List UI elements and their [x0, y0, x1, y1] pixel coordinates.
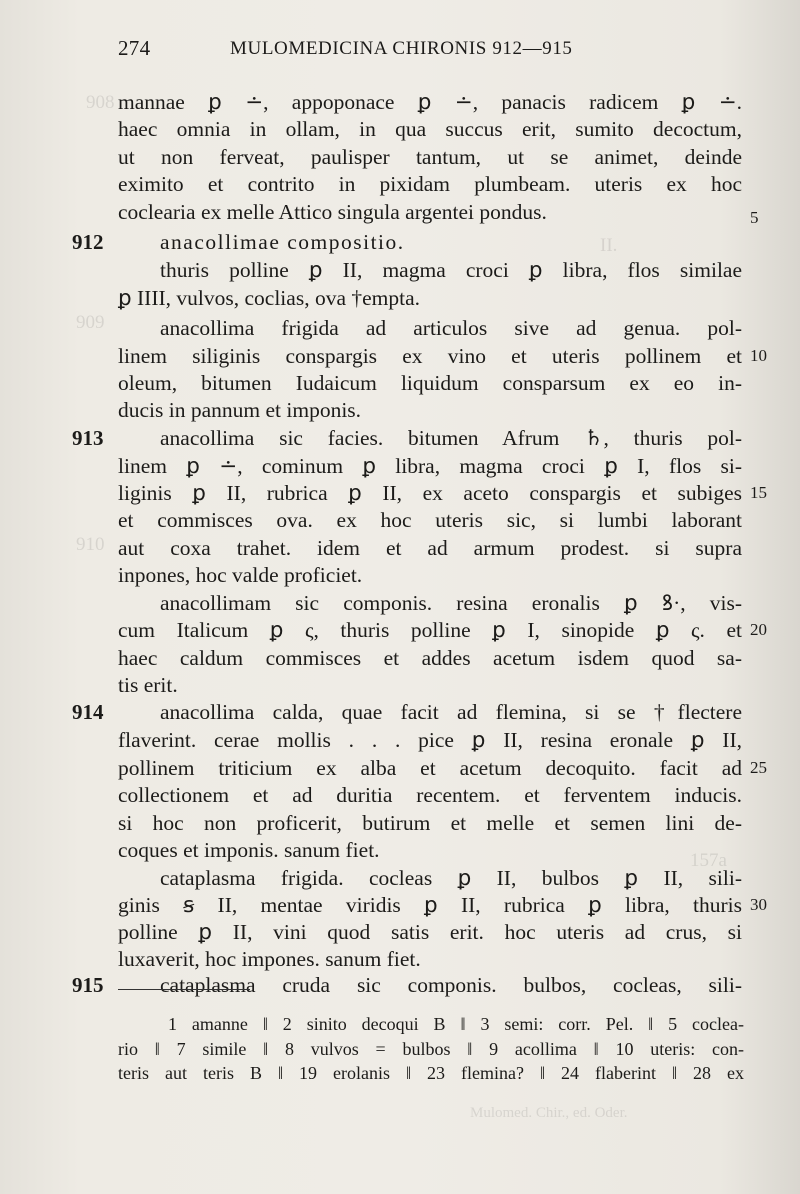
text-line: anacollima sic facies. bitumen Afrum ♄, thuris pol- — [160, 426, 742, 450]
text-line: flaverint. cerae mollis . . . pice ꝑ II, resina eronale ꝑ II, — [118, 728, 742, 752]
show-through-text: II. — [600, 235, 618, 256]
text-line: linem siliginis conspargis ex vino et uteris pollinem et — [118, 344, 742, 368]
text-line: ginis ꞩ II, mentae viridis ꝑ II, rubrica ꝑ libra, thuris — [118, 893, 742, 917]
text-line: linem ꝑ ∸, cominum ꝑ libra, magma croci ꝑ I, flos si- — [118, 454, 742, 478]
text-line: aut coxa trahet. idem et ad armum prodest. si supra — [118, 536, 742, 560]
text-line: haec omnia in ollam, in qua succus erit, sumito decoctum, — [118, 117, 742, 141]
page-number: 274 — [118, 36, 151, 60]
text-line: anacollimae compositio. — [160, 230, 405, 254]
section-number-914: 914 — [72, 700, 104, 724]
text-line: eximito et contrito in pixidam plumbeam. uteris ex hoc — [118, 172, 742, 196]
text-line: cataplasma cruda sic componis. bulbos, cocleas, sili- — [160, 973, 742, 997]
text-line: polline ꝑ II, vini quod satis erit. hoc uteris ad crus, si — [118, 920, 742, 944]
show-through-text: 909 — [76, 312, 105, 333]
text-line: tis erit. — [118, 673, 178, 697]
text-line: ꝑ IIII, vulvos, coclias, ova †empta. — [118, 286, 421, 310]
text-line: anacollima frigida ad articulos sive ad genua. pol- — [160, 316, 742, 340]
text-line: si hoc non proficerit, butirum et melle et semen lini de- — [118, 811, 742, 835]
section-number-912: 912 — [72, 230, 104, 254]
text-line: anacollima calda, quae facit ad flemina, si se †flectere — [160, 700, 742, 724]
text-line: ut non ferveat, paulisper tantum, ut se animet, deinde — [118, 145, 742, 169]
line-number-20: 20 — [750, 620, 767, 639]
running-header — [118, 30, 738, 70]
text-line: coclearia ex melle Attico singula argentei pondus. — [118, 200, 547, 224]
line-number-10: 10 — [750, 346, 767, 365]
line-number-25: 25 — [750, 758, 767, 777]
text-line: et commisces ova. ex hoc uteris sic, si lumbi laborant — [118, 508, 742, 532]
text-line: mannae ꝑ ∸, appoponace ꝑ ∸, panacis radicem ꝑ ∸. — [118, 90, 742, 114]
section-number-915: 915 — [72, 973, 104, 997]
text-line: collectionem et ad duritia recentem. et ferventem inducis. — [118, 783, 742, 807]
text-line: coques et imponis. sanum fiet. — [118, 838, 380, 862]
text-line: haec caldum commisces et addes acetum isdem quod sa- — [118, 646, 742, 670]
running-title: MULOMEDICINA CHIRONIS 912—915 — [230, 38, 573, 59]
text-line: pollinem triticium ex alba et acetum decoquito. facit ad — [118, 756, 742, 780]
apparatus-line: rio ‖ 7 simile ‖ 8 vulvos = bulbos ‖ 9 acollima ‖ 10 uteris: con- — [118, 1039, 744, 1059]
line-number-5: 5 — [750, 208, 759, 227]
text-line: cataplasma frigida. cocleas ꝑ II, bulbos ꝑ II, sili- — [160, 866, 742, 890]
show-through-text: 157a — [690, 850, 727, 871]
line-number-30: 30 — [750, 895, 767, 914]
text-line: luxaverit, hoc impones. sanum fiet. — [118, 947, 421, 971]
line-number-15: 15 — [750, 483, 767, 502]
show-through-text: 910 — [76, 534, 105, 555]
text-line: inpones, hoc valde proficiet. — [118, 563, 363, 587]
text-line: ducis in pannum et imponis. — [118, 398, 362, 422]
text-line: liginis ꝑ II, rubrica ꝑ II, ex aceto conspargis et subiges — [118, 481, 742, 505]
text-line: oleum, bitumen Iudaicum liquidum consparsum ex eo in- — [118, 371, 742, 395]
show-through-text: 908 — [86, 92, 115, 113]
text-line: anacollimam sic componis. resina eronalis ꝑ ꝸ·, vis- — [160, 591, 742, 615]
text-line: thuris polline ꝑ II, magma croci ꝑ libra, flos similae — [160, 258, 742, 282]
apparatus-line: teris aut teris B ‖ 19 erolanis ‖ 23 flemina? ‖ 24 flaberint ‖ 28 ex — [118, 1063, 744, 1083]
apparatus-line: 1 amanne ‖ 2 sinito decoqui B ‖ 3 semi: corr. Pel. ‖ 5 coclea- — [168, 1014, 744, 1034]
section-number-913: 913 — [72, 426, 104, 450]
show-through-text: Mulomed. Chir., ed. Oder. — [470, 1105, 628, 1121]
footnote-rule — [118, 989, 250, 990]
text-line: cum Italicum ꝑ ς, thuris polline ꝑ I, sinopide ꝑ ς. et — [118, 618, 742, 642]
